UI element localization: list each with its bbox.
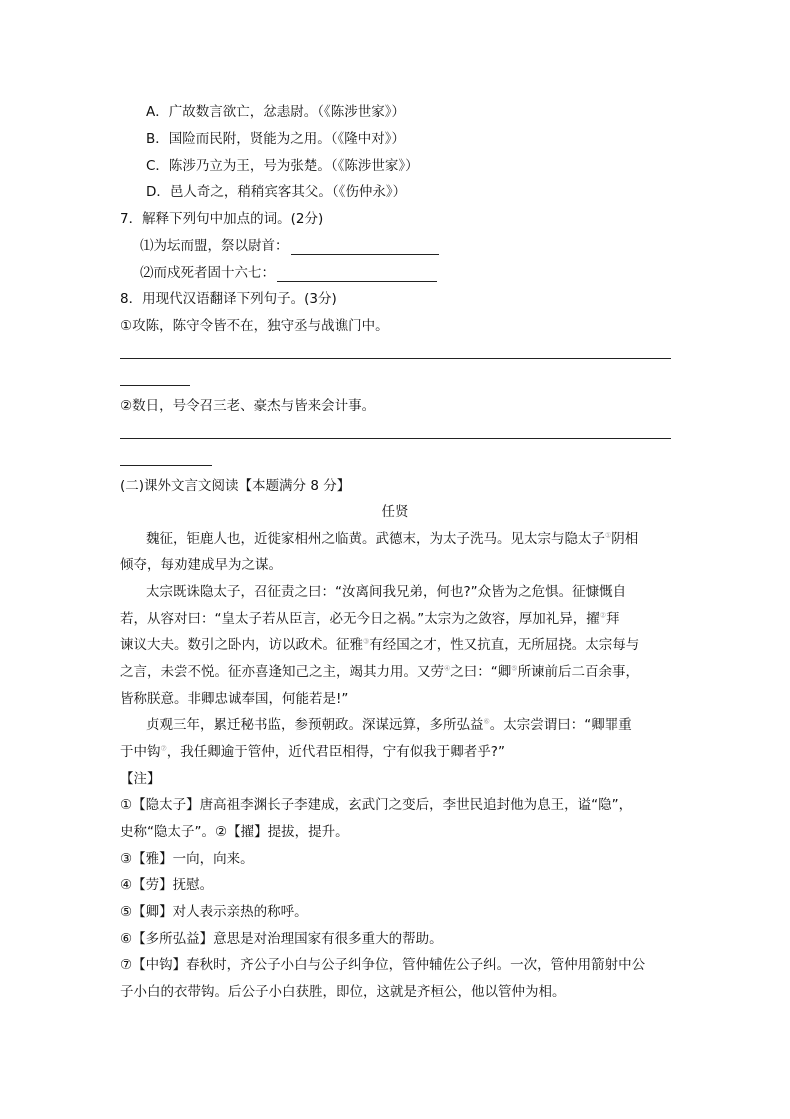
option-a: A．广故数言欲亡，忿恚尉。（《陈涉世家》） <box>146 104 405 120</box>
note-5: ⑤【卿】对人表示亲热的称呼。 <box>120 904 308 920</box>
passage-p2-line5: 皆称朕意。非卿忠诚奉国，何能若是!” <box>120 691 349 707</box>
note-1-line2: 史称“隐太子”。②【擢】提拔，提升。 <box>120 824 349 840</box>
answer-line-2a[interactable] <box>120 438 671 439</box>
text-run: 拜 <box>606 611 620 627</box>
passage-p2-line2 <box>120 610 620 628</box>
text-run: 之言，未尝不悦。征亦喜逢知己之主，竭其力用。又劳 <box>120 664 444 680</box>
q7-item2-blank[interactable] <box>277 267 437 282</box>
answer-line-1b[interactable] <box>120 385 190 386</box>
q7-item2-text: ⑵而戍死者固十六七： <box>140 265 275 281</box>
option-d: D．邑人奇之，稍稍宾客其父。（《伤仲永》） <box>146 184 407 200</box>
q7-item1-text: ⑴为坛而盟，祭以尉首： <box>140 238 289 254</box>
text-run: 。太宗尝谓曰：“卿罪重 <box>489 717 632 733</box>
answer-line-2b[interactable] <box>120 465 212 466</box>
passage-p3-line1 <box>146 716 632 734</box>
passage-p1-line1 <box>146 530 638 548</box>
note-3: ③【雅】一向，向来。 <box>120 851 254 867</box>
passage-p2-line1: 太宗既诛隐太子，召征责之曰：“汝离间我兄弟，何也?”众皆为之危惧。征慷慨自 <box>146 584 627 600</box>
answer-line-1a[interactable] <box>120 358 671 359</box>
q7-item1-blank[interactable] <box>291 240 439 255</box>
text-run: 于中钩 <box>120 744 161 760</box>
passage-p3-line2 <box>120 743 505 761</box>
text-run: ，我任卿逾于管仲，近代君臣相得，宁有似我于卿者乎?” <box>166 744 505 760</box>
section-heading: (二)课外文言文阅读【本题满分 8 分】 <box>120 478 351 494</box>
text-run: 之曰：“卿 <box>450 664 512 680</box>
footnote-marker: ⑤ <box>511 664 518 673</box>
footnote-marker: ② <box>599 611 607 620</box>
note-1-line1: ①【隐太子】唐高祖李渊长子李建成，玄武门之变后，李世民追封他为息王，谥“隐”， <box>120 797 633 813</box>
option-c: C．陈涉乃立为王，号为张楚。（《陈涉世家》） <box>146 158 419 174</box>
note-4: ④【劳】抚慰。 <box>120 877 214 893</box>
text-run: 若，从容对曰：“皇太子若从臣言，必无今日之祸。”太宗为之敛容，厚加礼异，擢 <box>120 611 600 627</box>
text-run: 所谏前后二百余事， <box>517 664 640 680</box>
passage-p2-line4 <box>120 663 639 681</box>
option-b: B．国险而民附，贤能为之用。（《隆中对》） <box>146 131 406 147</box>
passage-p1-line2: 倾夺，每劝建成早为之谋。 <box>120 557 282 573</box>
q8-sentence-2: ②数日，号令召三老、豪杰与皆来会计事。 <box>120 398 376 414</box>
text-run: 有经国之才，性又抗直，无所屈挠。太宗每与 <box>369 637 640 653</box>
footnote-marker: ① <box>605 531 612 540</box>
footnote-marker: ③ <box>363 637 370 646</box>
footnote-marker: ⑥ <box>483 717 490 726</box>
text-run: 贞观三年，累迁秘书监，参预朝政。深谋远算，多所弘益 <box>146 717 484 733</box>
footnote-marker: ④ <box>444 664 451 673</box>
passage-p2-line3 <box>120 636 639 654</box>
q8-title: 8．用现代汉语翻译下列句子。(3分) <box>120 291 337 307</box>
note-6: ⑥【多所弘益】意思是对治理国家有很多重大的帮助。 <box>120 931 443 947</box>
note-7-line2: 子小白的衣带钩。后公子小白获胜，即位，这就是齐桓公，他以管仲为相。 <box>120 984 566 1000</box>
footnote-marker: ⑦ <box>160 744 167 753</box>
q7-item2 <box>140 264 437 282</box>
q7-item1 <box>140 237 439 255</box>
q8-sentence-1: ①攻陈，陈守令皆不在，独守丞与战谯门中。 <box>120 318 389 334</box>
text-run: 阴相 <box>611 531 639 547</box>
note-7-line1: ⑦【中钩】春秋时，齐公子小白与公子纠争位，管仲辅佐公子纠。一次，管仲用箭射中公 <box>120 957 646 973</box>
q7-title: 7．解释下列句中加点的词。(2分) <box>120 211 324 227</box>
text-run: 魏征，钜鹿人也，近徙家相州之临黄。武德末，为太子洗马。见太宗与隐太子 <box>146 531 605 547</box>
text-run: 谏议大夫。数引之卧内，访以政术。征雅 <box>120 637 363 653</box>
passage-title: 任贤 <box>381 504 409 520</box>
notes-label: 【注】 <box>120 771 161 787</box>
